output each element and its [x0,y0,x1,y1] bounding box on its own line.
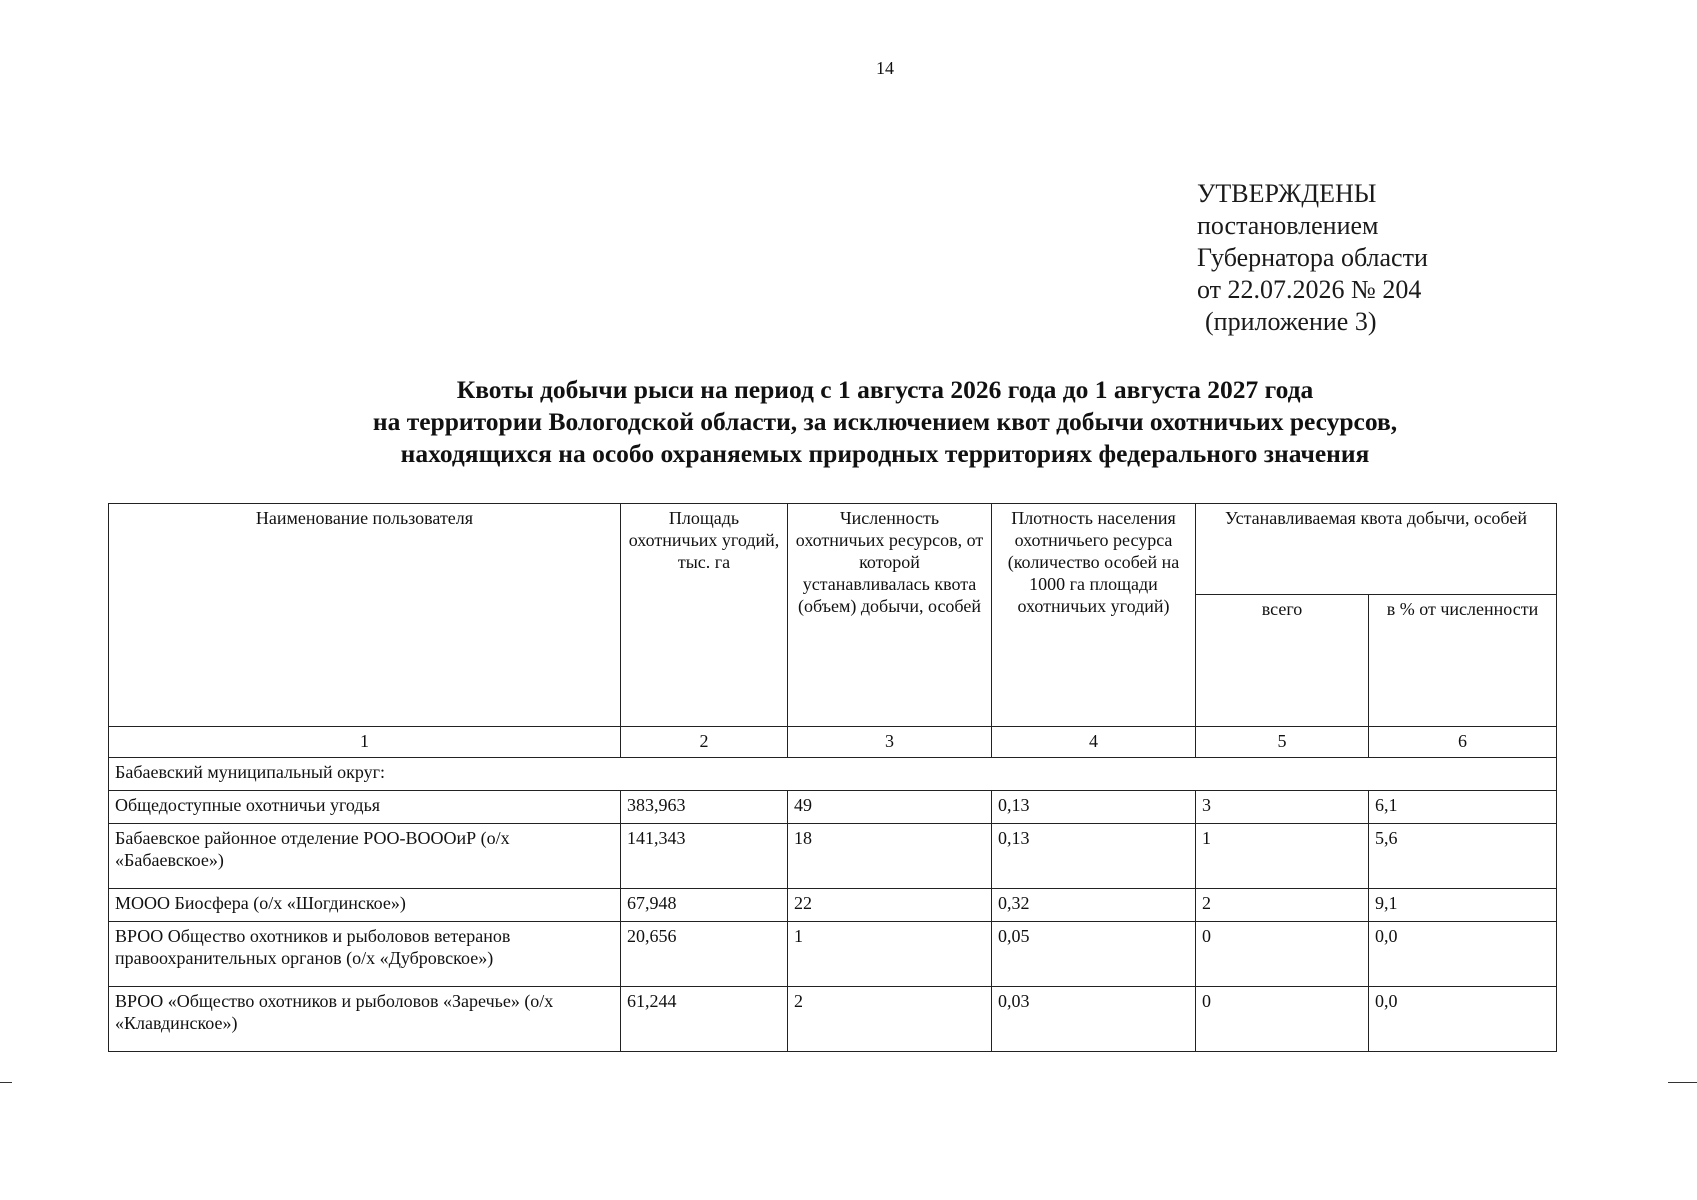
cell-population: 2 [788,987,992,1052]
column-number: 4 [992,727,1196,758]
cell-density: 0,32 [992,889,1196,922]
cell-population: 49 [788,791,992,824]
approval-line-4: от 22.07.2026 № 204 [1197,275,1422,304]
approval-line-5: (приложение 3) [1205,307,1377,336]
table-row [109,922,1557,987]
column-number: 5 [1196,727,1369,758]
title-line-3: находящихся на особо охраняемых природных территориях федерального значения [400,439,1370,468]
cell-total: 3 [1196,791,1369,824]
document-title [200,374,1570,470]
cell-percent: 0,0 [1369,922,1557,987]
table-row [109,889,1557,922]
table-row [109,987,1557,1052]
column-number: 3 [788,727,992,758]
cell-total: 0 [1196,922,1369,987]
cell-percent: 6,1 [1369,791,1557,824]
cell-percent: 5,6 [1369,824,1557,889]
cell-area: 20,656 [621,922,788,987]
cell-name: ВРОО Общество охотников и рыболовов ветеранов правоохранительных органов (о/х «Дубровское») [109,922,621,987]
cell-area: 61,244 [621,987,788,1052]
cell-total: 1 [1196,824,1369,889]
header-quota-group: Устанавливаемая квота добычи, особей [1196,504,1557,595]
header-quota-total: всего [1196,595,1369,727]
title-line-2: на территории Вологодской области, за исключением квот добычи охотничьих ресурсов, [372,407,1398,436]
cell-population: 1 [788,922,992,987]
cell-population: 18 [788,824,992,889]
cell-percent: 9,1 [1369,889,1557,922]
group-row [109,758,1557,791]
approval-line-3: Губернатора области [1197,243,1428,272]
approval-line-1: УТВЕРЖДЕНЫ [1197,179,1377,208]
header-density: Плотность населения охотничьего ресурса (количество особей на 1000 га площади охотничьих угодий) [992,504,1196,727]
table-row [109,824,1557,889]
cell-percent: 0,0 [1369,987,1557,1052]
cell-area: 141,343 [621,824,788,889]
cell-name: ВРОО «Общество охотников и рыболовов «Заречье» (о/х «Клавдинское») [109,987,621,1052]
title-line-1: Квоты добычи рыси на период с 1 августа 2026 года до 1 августа 2027 года [456,375,1314,404]
cell-density: 0,05 [992,922,1196,987]
header-area: Площадь охотничьих угодий, тыс. га [621,504,788,727]
cell-area: 67,948 [621,889,788,922]
header-row [109,504,1557,595]
group-label: Бабаевский муниципальный округ: [109,758,1557,791]
scan-artifact-right [1668,1082,1697,1083]
column-number: 2 [621,727,788,758]
column-number: 6 [1369,727,1557,758]
cell-total: 0 [1196,987,1369,1052]
table-row [109,791,1557,824]
approval-line-2: постановлением [1197,211,1379,240]
column-number: 1 [109,727,621,758]
page-number: 14 [876,58,894,78]
scan-artifact-left [0,1082,12,1083]
column-number-row [109,727,1557,758]
cell-population: 22 [788,889,992,922]
cell-area: 383,963 [621,791,788,824]
header-population: Численность охотничьих ресурсов, от которой устанавливалась квота (объем) добычи, особей [788,504,992,727]
header-quota-percent: в % от численности [1369,595,1557,727]
header-name: Наименование пользователя [109,504,621,727]
cell-name: Общедоступные охотничьи угодья [109,791,621,824]
cell-density: 0,13 [992,824,1196,889]
cell-total: 2 [1196,889,1369,922]
approval-block [1197,178,1428,338]
cell-name: МООО Биосфера (о/х «Шогдинское») [109,889,621,922]
cell-density: 0,13 [992,791,1196,824]
quota-table [108,503,1557,1052]
cell-density: 0,03 [992,987,1196,1052]
cell-name: Бабаевское районное отделение РОО-ВОООиР (о/х «Бабаевское») [109,824,621,889]
